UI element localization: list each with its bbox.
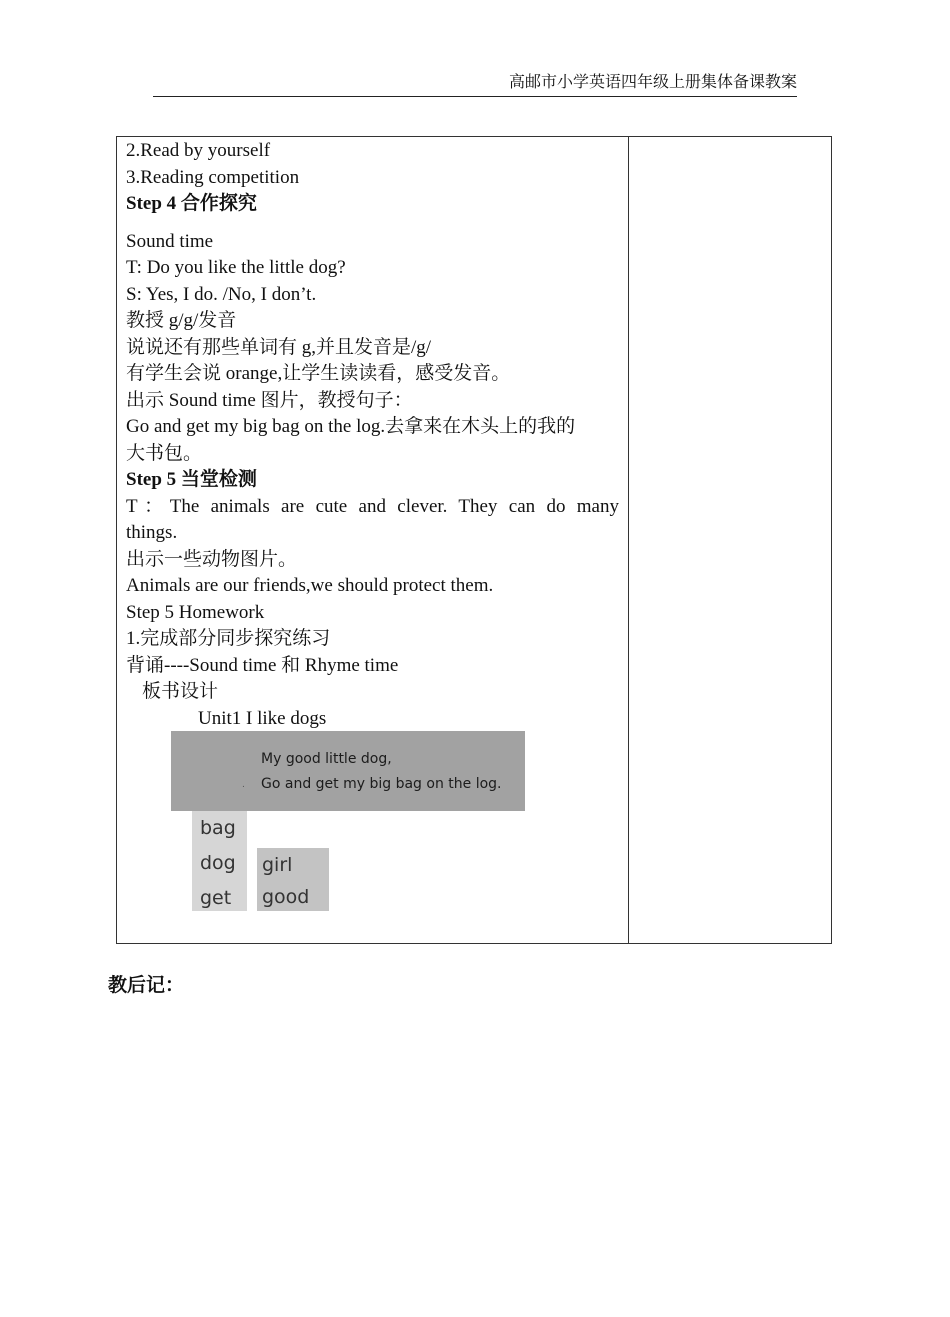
content-line: T: Do you like the little dog?: [126, 257, 346, 278]
content-line: Go and get my big bag on the log.去拿来在木头上的我的: [126, 416, 576, 437]
unit-title: Unit1 I like dogs: [198, 707, 327, 729]
word: girl: [262, 854, 293, 876]
page-header: [153, 70, 797, 97]
step-heading: Step 5 当堂检测: [126, 469, 257, 490]
content-line: Animals are our friends,we should protect them.: [126, 575, 494, 596]
column-divider: [628, 137, 629, 943]
content-line: 教授 g/g/发音: [126, 310, 237, 331]
content-line: 1.完成部分同步探究练习: [126, 628, 331, 649]
word-card: [257, 848, 329, 911]
content-line: Step 5 Homework: [126, 601, 265, 623]
content-line: 出示一些动物图片。: [126, 548, 298, 570]
header-title: 高邮市小学英语四年级上册集体备课教案: [508, 72, 797, 91]
content-line: T：The animals are cute and clever. They can do many: [126, 495, 619, 517]
content-line: 有学生会说 orange,让学生读读看，感受发音。: [126, 363, 511, 384]
content-line: 2.Read by yourself: [126, 140, 271, 161]
word: dog: [200, 852, 236, 874]
lesson-content-cell: [126, 138, 619, 732]
content-line: S: Yes, I do. /No, I don’t.: [126, 283, 317, 305]
content-line: 背诵----Sound time 和 Rhyme time: [126, 654, 399, 676]
content-line: 大书包。: [126, 442, 203, 464]
content-line: Sound time: [126, 230, 214, 252]
word: good: [262, 886, 310, 908]
word: get: [200, 887, 232, 909]
rhyme-board-image: [171, 731, 525, 811]
word-card: [192, 811, 247, 911]
lesson-plan-table: [116, 136, 832, 944]
board-design-heading: 板书设计: [142, 681, 219, 702]
content-line: things.: [126, 522, 178, 543]
after-class-notes-label: 教后记：: [108, 974, 185, 996]
word: bag: [200, 817, 236, 839]
step-heading: Step 4 合作探究: [126, 193, 257, 214]
board-dot: .: [242, 780, 245, 790]
rhyme-line: Go and get my big bag on the log.: [261, 776, 502, 792]
content-line: 3.Reading competition: [126, 166, 300, 188]
content-line: 出示 Sound time 图片，教授句子：: [126, 389, 413, 411]
content-line: 说说还有那些单词有 g,并且发音是/g/: [126, 336, 432, 358]
rhyme-line: My good little dog,: [261, 751, 392, 767]
